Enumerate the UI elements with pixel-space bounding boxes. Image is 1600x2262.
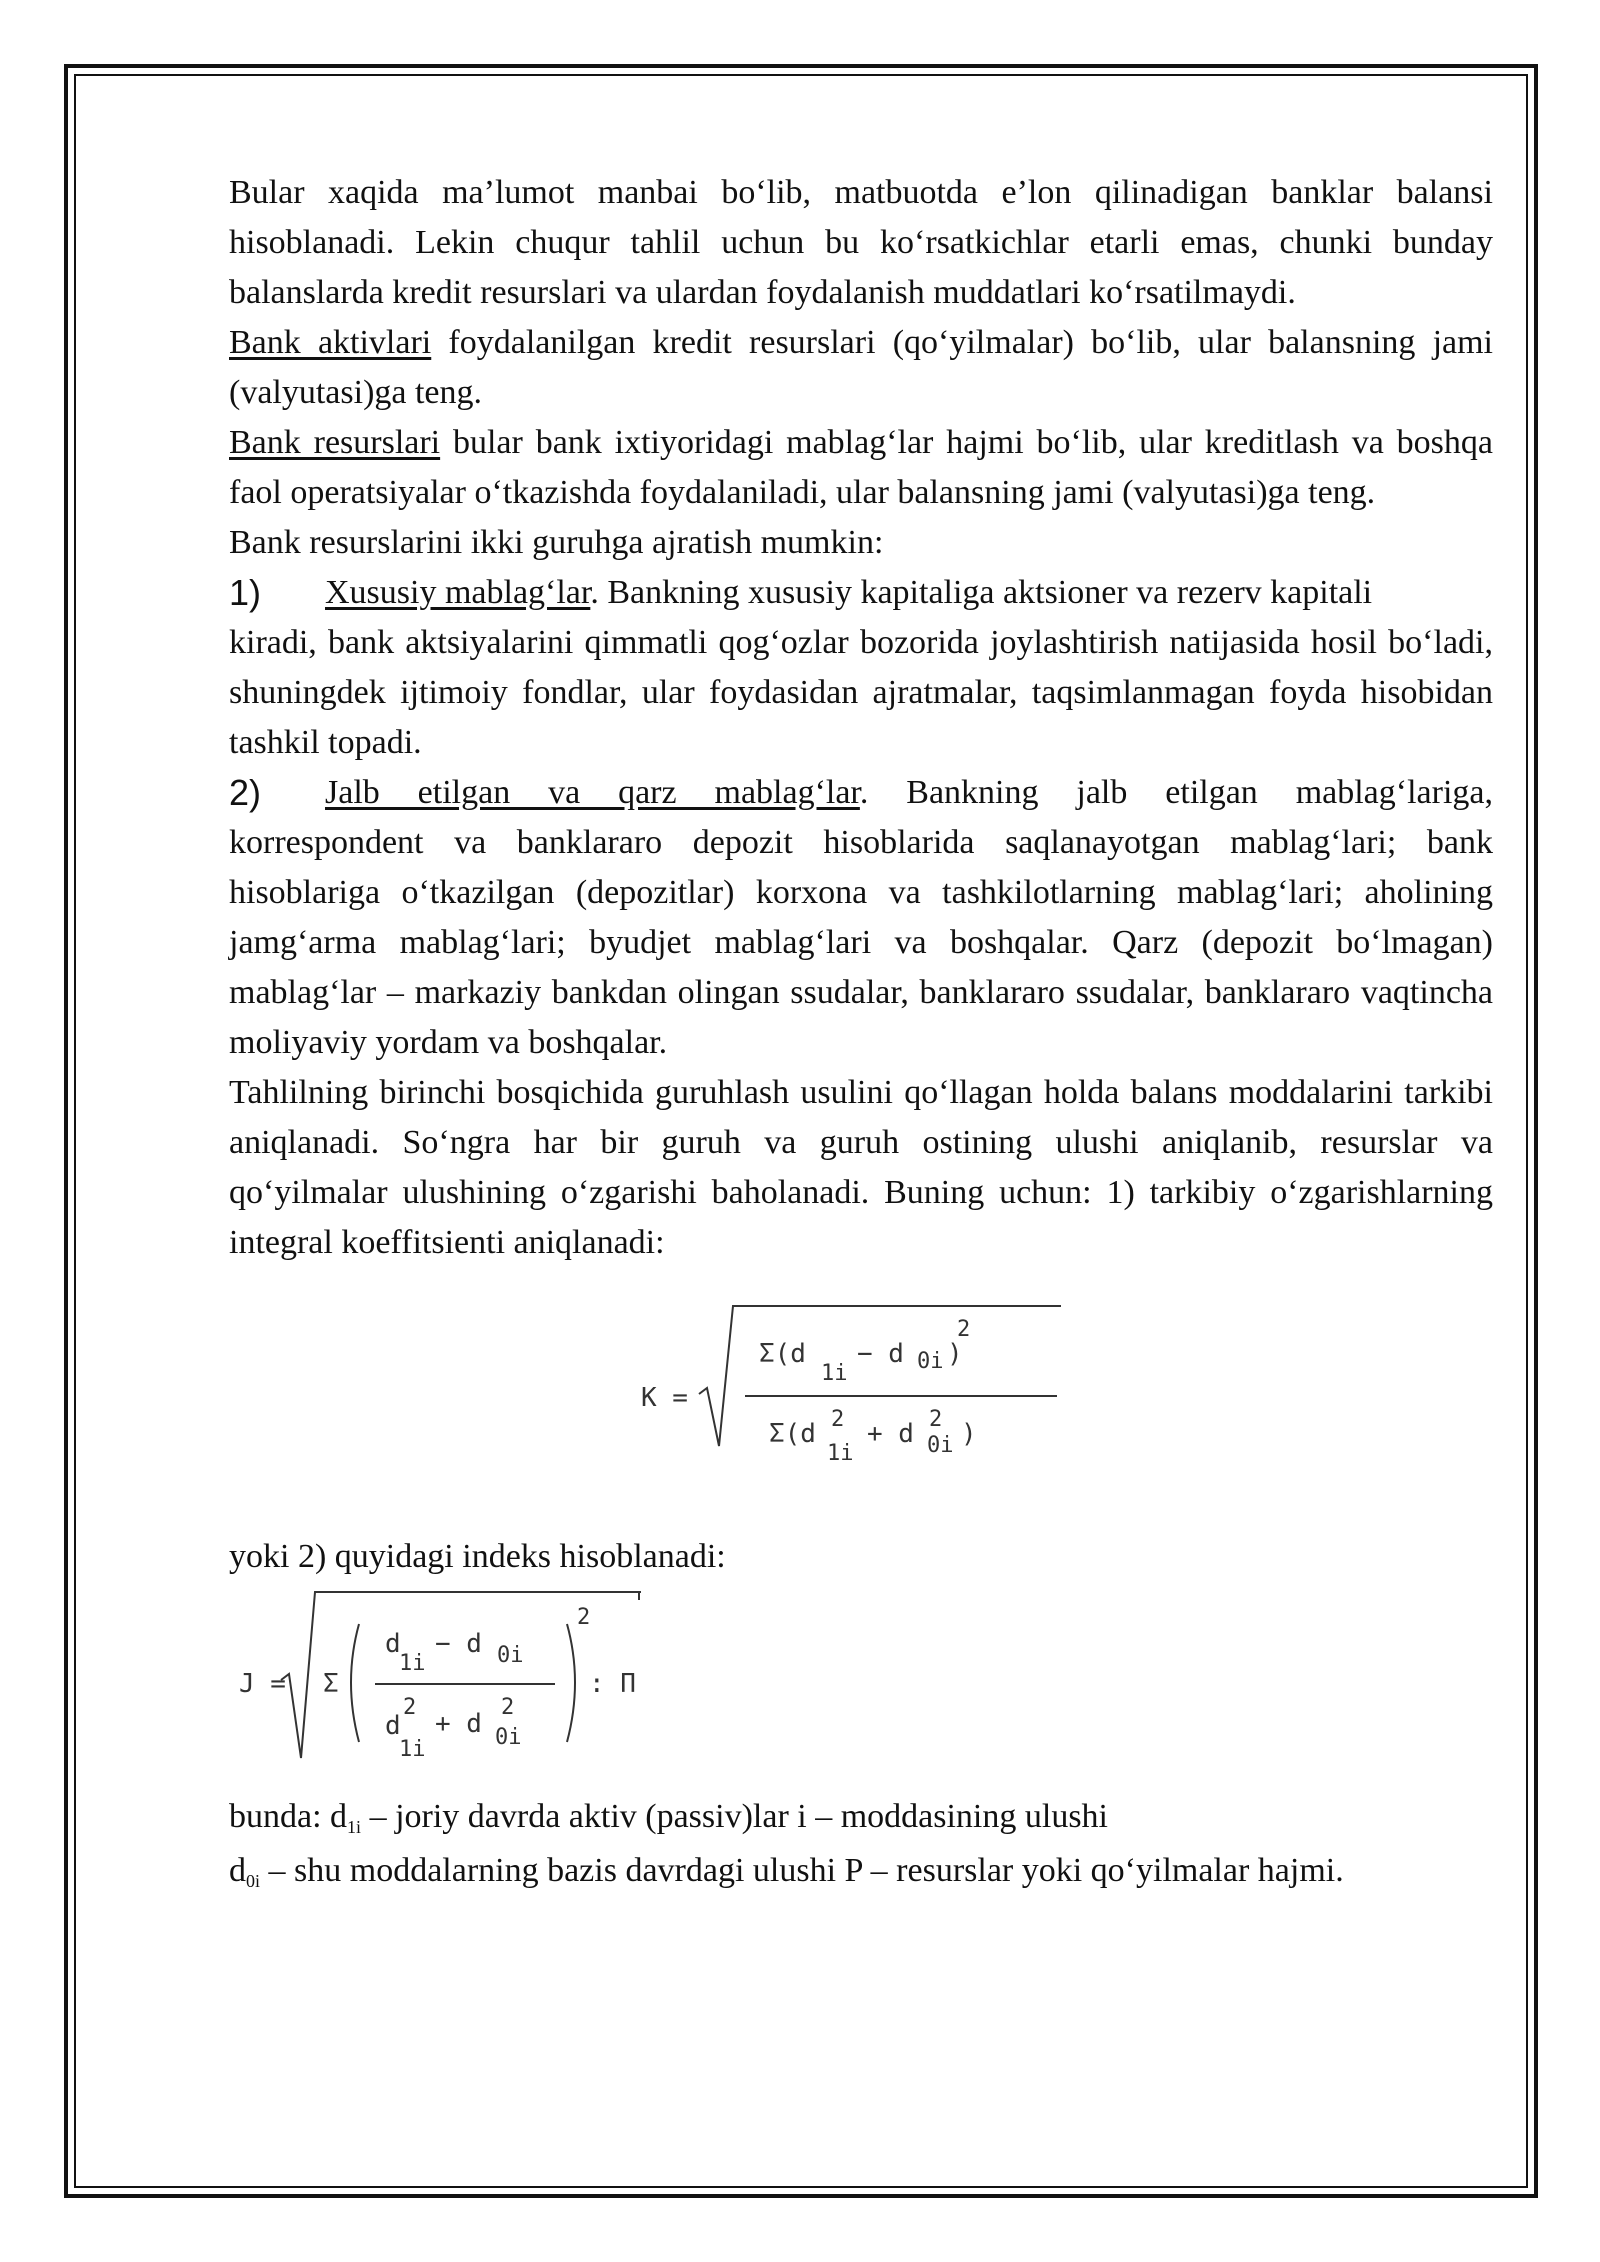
paragraph-intro: Bular xaqida ma’lumot manbai bo‘lib, matbuotda e’lon qilinadigan banklar balansi hisoblanadi. Lekin chuqur tahlil uchun bu ko‘rsatkichlar etarli emas, chunki bunday balanslarda kredit resurslari va ulardan foydalanish muddatlari ko‘rsatilmaydi. [229,174,1493,311]
list-item-1-lead: . Bankning xususiy kapitaliga aktsioner va rezerv kapitali [590,574,1373,611]
formula-j-den-plus: + d [435,1709,482,1739]
resurslar-text: bular bank ixtiyoridagi mablag‘lar hajmi bo‘lib, ular kreditlash va boshqa faol operatsiyalar o‘tkazishda foydalaniladi, ular balansning jami (valyutasi)ga teng. [229,424,1493,511]
formula-j-num-sub0: 0i [497,1643,524,1668]
formula-j-paren-left [351,1624,359,1742]
formula-k-den-exp0: 2 [929,1407,943,1432]
formula-j-exp: 2 [577,1605,591,1630]
d1i-text: – joriy davrda aktiv (passiv)lar i – moddasining ulushi [361,1798,1108,1835]
paragraph-bank-aktivlari [229,318,1493,418]
formula-k-num-sub0: 0i [917,1349,944,1374]
formula-j-lhs: J = [239,1669,286,1699]
formula-j-num-d1: d [385,1629,401,1659]
d0i-prefix: d [229,1852,246,1889]
formula-j-num-minus: − d [435,1629,482,1659]
list-number-2: 2) [229,772,262,813]
term-xususiy: Xususiy mablag‘lar [325,574,591,611]
list-item-1-first-line [325,568,1493,618]
list-number-1: 1) [229,572,262,613]
formula-k-num-minus: − d [857,1339,904,1369]
formula-k-den-sigma: Σ(d [769,1419,816,1449]
formula-k-den-exp1: 2 [831,1407,845,1432]
formula-j-div: : Π [589,1669,636,1699]
formula-k-num-sigma: Σ(d [759,1339,806,1369]
formula-j [239,1582,659,1772]
list-item-1 [229,568,1493,768]
formula-j-paren-right [567,1624,575,1742]
formula-k-lhs: K = [641,1383,688,1413]
term-bank-resurslari: Bank resurslari [229,424,441,461]
d1i-prefix: bunda: d [229,1798,348,1835]
definition-d1i [229,1792,1493,1846]
formula-k-num-sub1: 1i [821,1361,848,1386]
formula-k-den-close: ) [961,1419,977,1449]
formula-j-den-sub1: 1i [399,1737,426,1762]
d0i-subscript: 0i [246,1871,261,1891]
formula-j-sigma: Σ [323,1669,339,1699]
paragraph-index-intro: yoki 2) quyidagi indeks hisoblanadi: [229,1538,726,1575]
spacer [229,1476,1493,1532]
formula-k-den-plus: + d [867,1419,914,1449]
formula-k [641,1296,1061,1476]
definition-d0i [229,1846,1493,1900]
paragraph-groups-intro: Bank resurslarini ikki guruhga ajratish mumkin: [229,524,884,561]
formula-k-num-close: ) [947,1339,963,1369]
term-bank-aktivlari: Bank aktivlari [229,324,432,361]
formula-j-den-exp1: 2 [403,1695,417,1720]
aktivlar-text: foydalanilgan kredit resurslari (qo‘yilmalar) bo‘lib, ular balansning jami (valyutasi)ga teng. [229,324,1494,411]
formula-j-den-sub0: 0i [495,1725,522,1750]
spacer [229,1772,1493,1792]
list-item-2 [229,768,1493,1068]
list-item-2-lead: . Bankning jalb etilgan mablag‘lariga, [859,774,1493,811]
formula-k-den-sub1: 1i [827,1441,854,1466]
formula-k-den-sub0: 0i [927,1433,954,1458]
formula-j-num-sub1: 1i [399,1651,426,1676]
paragraph-analysis: Tahlilning birinchi bosqichida guruhlash usulini qo‘llagan holda balans moddalarini tarkibi aniqlanadi. So‘ngra har bir guruh va guruh ostining ulushi aniqlanib, resurslar va qo‘yilmalar ulushining o‘zgarishi baholanadi. Buning uchun: 1) tarkibiy o‘zgarishlarning integral koeffitsienti aniqlanadi: [229,1074,1493,1261]
d1i-subscript: 1i [347,1817,362,1837]
formula-j-den-exp0: 2 [501,1695,515,1720]
document-body [229,168,1493,1900]
list-item-2-first-line [325,768,1493,818]
formula-k-num-exp: 2 [957,1317,971,1342]
paragraph-bank-resurslari [229,418,1493,518]
list-item-2-rest: korrespondent va banklararo depozit hisoblarida saqlanayotgan mablag‘lari; bank hisoblariga o‘tkazilgan (depozitlar) korxona va tashkilotlarning mablag‘lari; aholining jamg‘arma mablag‘lari; byudjet mablag‘lari va boshqalar. Qarz (depozit bo‘lmagan) mablag‘lar – markaziy bankdan olingan ssudalar, banklararo ssudalar, banklararo vaqtincha moliyaviy yordam va boshqalar. [229,824,1493,1061]
formula-j-den-d1: d [385,1711,401,1741]
d0i-text: – shu moddalarning bazis davrdagi ulushi P – resurslar yoki qo‘yilmalar hajmi. [260,1852,1344,1889]
list-item-1-rest: kiradi, bank aktsiyalarini qimmatli qog‘ozlar bozorida joylashtirish natijasida hosil bo‘ladi, shuningdek ijtimoiy fondlar, ular foydasidan ajratmalar, taqsimlanmagan foyda hisobidan tashkil topadi. [229,624,1493,761]
term-jalb-etilgan: Jalb etilgan va qarz mablag‘lar [325,774,860,811]
